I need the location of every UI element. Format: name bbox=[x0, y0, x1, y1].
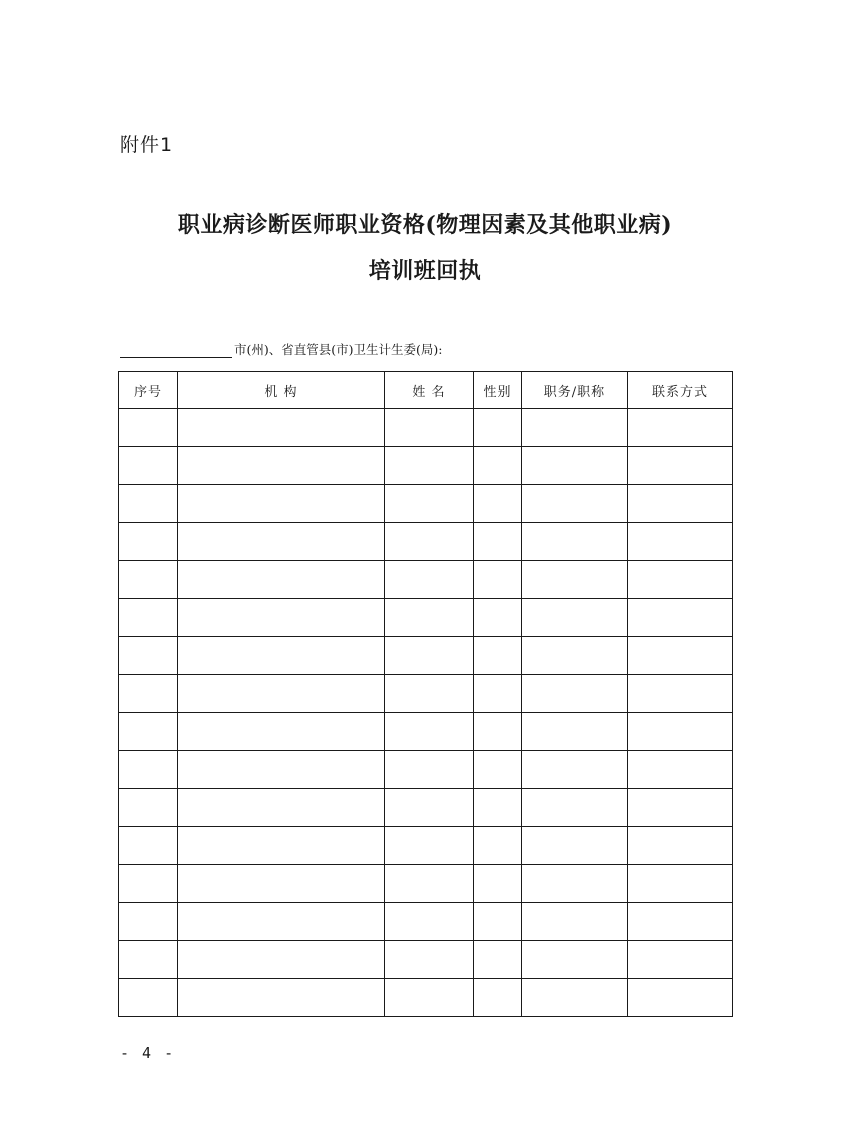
cell-gender[interactable] bbox=[474, 713, 522, 751]
column-header-title: 职务/职称 bbox=[522, 372, 628, 409]
cell-title[interactable] bbox=[522, 903, 628, 941]
cell-gender[interactable] bbox=[474, 409, 522, 447]
cell-gender[interactable] bbox=[474, 447, 522, 485]
cell-title[interactable] bbox=[522, 523, 628, 561]
cell-title[interactable] bbox=[522, 941, 628, 979]
cell-contact[interactable] bbox=[628, 751, 733, 789]
cell-contact[interactable] bbox=[628, 713, 733, 751]
cell-gender[interactable] bbox=[474, 637, 522, 675]
table-row bbox=[119, 447, 733, 485]
cell-name[interactable] bbox=[385, 485, 474, 523]
cell-institution[interactable] bbox=[178, 789, 385, 827]
cell-title[interactable] bbox=[522, 447, 628, 485]
cell-name[interactable] bbox=[385, 447, 474, 485]
cell-institution[interactable] bbox=[178, 485, 385, 523]
cell-gender[interactable] bbox=[474, 485, 522, 523]
cell-name[interactable] bbox=[385, 713, 474, 751]
cell-gender[interactable] bbox=[474, 523, 522, 561]
cell-contact[interactable] bbox=[628, 447, 733, 485]
cell-name[interactable] bbox=[385, 827, 474, 865]
cell-index[interactable] bbox=[119, 903, 178, 941]
cell-index[interactable] bbox=[119, 485, 178, 523]
table-row bbox=[119, 865, 733, 903]
column-header-name: 姓 名 bbox=[385, 372, 474, 409]
cell-gender[interactable] bbox=[474, 827, 522, 865]
cell-title[interactable] bbox=[522, 409, 628, 447]
cell-name[interactable] bbox=[385, 561, 474, 599]
cell-contact[interactable] bbox=[628, 865, 733, 903]
cell-name[interactable] bbox=[385, 979, 474, 1017]
cell-index[interactable] bbox=[119, 941, 178, 979]
cell-title[interactable] bbox=[522, 789, 628, 827]
cell-institution[interactable] bbox=[178, 827, 385, 865]
column-header-institution: 机 构 bbox=[178, 372, 385, 409]
table-row bbox=[119, 941, 733, 979]
cell-institution[interactable] bbox=[178, 409, 385, 447]
table-row bbox=[119, 561, 733, 599]
cell-institution[interactable] bbox=[178, 637, 385, 675]
cell-name[interactable] bbox=[385, 751, 474, 789]
cell-institution[interactable] bbox=[178, 941, 385, 979]
cell-contact[interactable] bbox=[628, 523, 733, 561]
cell-name[interactable] bbox=[385, 637, 474, 675]
cell-gender[interactable] bbox=[474, 903, 522, 941]
cell-index[interactable] bbox=[119, 447, 178, 485]
cell-name[interactable] bbox=[385, 865, 474, 903]
addressee-line bbox=[120, 340, 442, 358]
table-row bbox=[119, 485, 733, 523]
cell-name[interactable] bbox=[385, 941, 474, 979]
document-subtitle: 培训班回执 bbox=[368, 258, 482, 284]
table-row bbox=[119, 903, 733, 941]
table-body bbox=[119, 409, 733, 1017]
registration-table bbox=[118, 371, 733, 1017]
table-row bbox=[119, 827, 733, 865]
cell-contact[interactable] bbox=[628, 409, 733, 447]
cell-institution[interactable] bbox=[178, 903, 385, 941]
cell-institution[interactable] bbox=[178, 979, 385, 1017]
cell-contact[interactable] bbox=[628, 789, 733, 827]
cell-gender[interactable] bbox=[474, 865, 522, 903]
cell-contact[interactable] bbox=[628, 941, 733, 979]
cell-contact[interactable] bbox=[628, 903, 733, 941]
cell-title[interactable] bbox=[522, 751, 628, 789]
cell-gender[interactable] bbox=[474, 979, 522, 1017]
addressee-blank-field[interactable] bbox=[120, 343, 232, 358]
cell-index[interactable] bbox=[119, 637, 178, 675]
cell-gender[interactable] bbox=[474, 599, 522, 637]
cell-institution[interactable] bbox=[178, 751, 385, 789]
cell-title[interactable] bbox=[522, 485, 628, 523]
page-number: - 4 - bbox=[120, 1044, 176, 1062]
cell-title[interactable] bbox=[522, 637, 628, 675]
cell-contact[interactable] bbox=[628, 599, 733, 637]
cell-institution[interactable] bbox=[178, 523, 385, 561]
cell-institution[interactable] bbox=[178, 561, 385, 599]
column-header-gender: 性别 bbox=[474, 372, 522, 409]
cell-index[interactable] bbox=[119, 713, 178, 751]
table-header-row bbox=[119, 372, 733, 409]
cell-title[interactable] bbox=[522, 979, 628, 1017]
cell-index[interactable] bbox=[119, 675, 178, 713]
cell-title[interactable] bbox=[522, 675, 628, 713]
cell-index[interactable] bbox=[119, 523, 178, 561]
cell-title[interactable] bbox=[522, 827, 628, 865]
cell-index[interactable] bbox=[119, 599, 178, 637]
document-title: 职业病诊断医师职业资格(物理因素及其他职业病) bbox=[177, 212, 673, 238]
cell-gender[interactable] bbox=[474, 561, 522, 599]
cell-contact[interactable] bbox=[628, 979, 733, 1017]
cell-index[interactable] bbox=[119, 865, 178, 903]
cell-gender[interactable] bbox=[474, 941, 522, 979]
cell-institution[interactable] bbox=[178, 675, 385, 713]
cell-institution[interactable] bbox=[178, 599, 385, 637]
cell-contact[interactable] bbox=[628, 675, 733, 713]
cell-title[interactable] bbox=[522, 713, 628, 751]
table-row bbox=[119, 409, 733, 447]
cell-name[interactable] bbox=[385, 409, 474, 447]
cell-title[interactable] bbox=[522, 865, 628, 903]
cell-gender[interactable] bbox=[474, 675, 522, 713]
cell-name[interactable] bbox=[385, 675, 474, 713]
table-row bbox=[119, 599, 733, 637]
addressee-text: 市(州)、省直管县(市)卫生计生委(局): bbox=[234, 342, 443, 357]
cell-gender[interactable] bbox=[474, 789, 522, 827]
cell-institution[interactable] bbox=[178, 713, 385, 751]
cell-gender[interactable] bbox=[474, 751, 522, 789]
cell-title[interactable] bbox=[522, 561, 628, 599]
cell-index[interactable] bbox=[119, 409, 178, 447]
attachment-label: 附件1 bbox=[120, 134, 174, 156]
table-row bbox=[119, 789, 733, 827]
cell-index[interactable] bbox=[119, 789, 178, 827]
table-row bbox=[119, 979, 733, 1017]
cell-title[interactable] bbox=[522, 599, 628, 637]
cell-contact[interactable] bbox=[628, 827, 733, 865]
cell-name[interactable] bbox=[385, 903, 474, 941]
cell-index[interactable] bbox=[119, 827, 178, 865]
column-header-index: 序号 bbox=[119, 372, 178, 409]
cell-name[interactable] bbox=[385, 789, 474, 827]
cell-contact[interactable] bbox=[628, 637, 733, 675]
cell-index[interactable] bbox=[119, 979, 178, 1017]
cell-index[interactable] bbox=[119, 751, 178, 789]
cell-index[interactable] bbox=[119, 561, 178, 599]
cell-name[interactable] bbox=[385, 599, 474, 637]
cell-contact[interactable] bbox=[628, 485, 733, 523]
table-row bbox=[119, 637, 733, 675]
cell-institution[interactable] bbox=[178, 865, 385, 903]
table-row bbox=[119, 523, 733, 561]
cell-institution[interactable] bbox=[178, 447, 385, 485]
column-header-contact: 联系方式 bbox=[628, 372, 733, 409]
cell-contact[interactable] bbox=[628, 561, 733, 599]
table-row bbox=[119, 751, 733, 789]
cell-name[interactable] bbox=[385, 523, 474, 561]
table-row bbox=[119, 675, 733, 713]
table-row bbox=[119, 713, 733, 751]
